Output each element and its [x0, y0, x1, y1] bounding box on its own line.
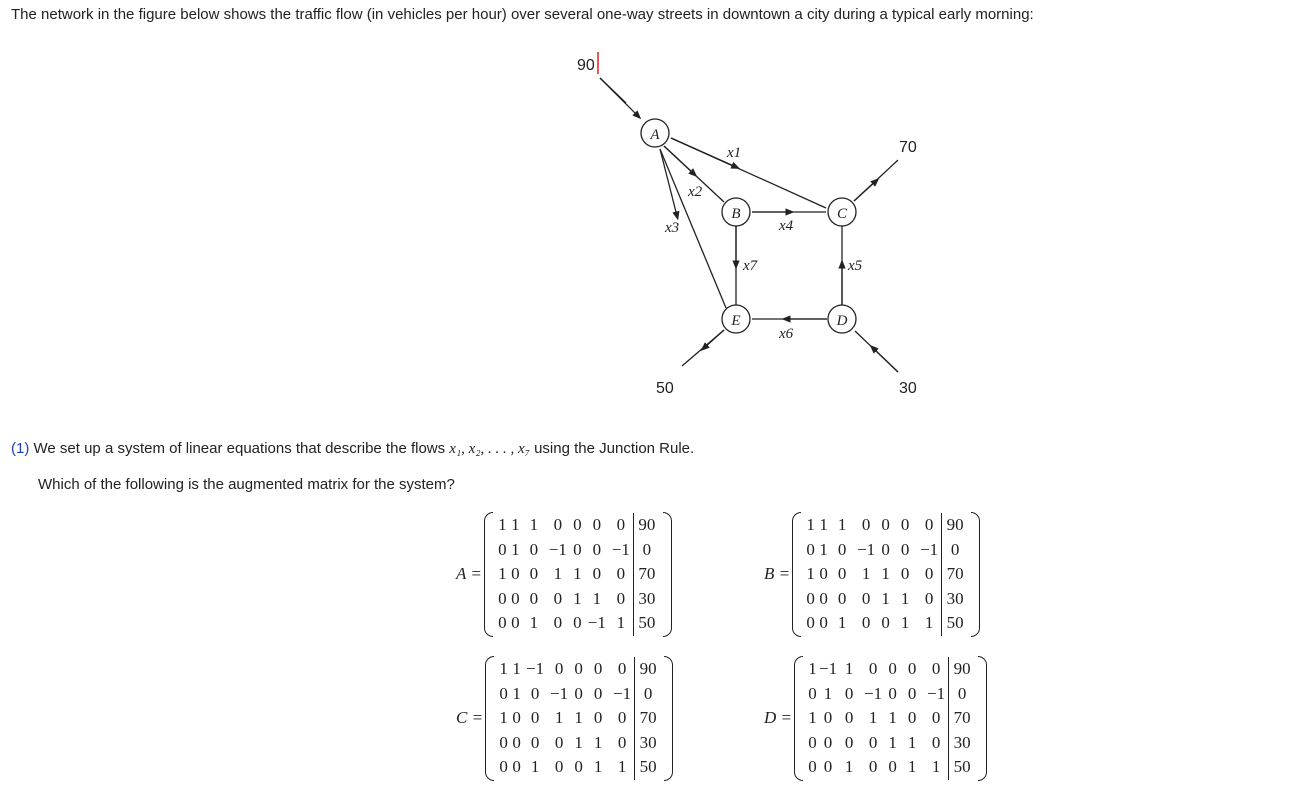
matrix-cell: 1 — [888, 708, 897, 728]
matrix-cell: 0 — [924, 657, 949, 682]
matrix-cell: 0 — [844, 683, 854, 703]
matrix-cell: 0 — [808, 757, 817, 777]
matrix-cell: 1 — [511, 515, 520, 535]
matrix-cell: −1 — [550, 683, 569, 703]
matrix-cell: 0 — [900, 515, 910, 535]
matrix-cell: 0 — [592, 539, 602, 559]
matrix-rhs-cell: 30 — [946, 588, 964, 608]
matrix-cell: 0 — [888, 757, 897, 777]
matrix-row — [496, 611, 660, 636]
matrix-cell: 0 — [553, 588, 563, 608]
matrix-cell: 0 — [530, 732, 540, 752]
matrix-row — [497, 682, 661, 707]
matrix-cell: 0 — [819, 588, 828, 608]
matrix-row — [806, 755, 975, 780]
option-matrix-a[interactable] — [456, 512, 672, 637]
matrix-cell: 0 — [881, 613, 890, 633]
matrix-row — [806, 657, 975, 682]
matrix-cell: 1 — [808, 659, 817, 679]
matrix-cell: 0 — [888, 659, 897, 679]
matrix-cell: 0 — [499, 732, 508, 752]
matrix-cell: −1 — [587, 613, 606, 633]
matrix-row — [804, 611, 968, 636]
matrix-rhs-cell: 0 — [957, 683, 967, 703]
matrix-cell: −1 — [526, 659, 545, 679]
matrix-row — [497, 657, 661, 682]
matrix-cell: 0 — [529, 564, 539, 584]
matrix-cell: 0 — [553, 613, 563, 633]
matrix-cell: 0 — [512, 732, 521, 752]
matrix-cell: 1 — [554, 708, 564, 728]
matrix-cell: 0 — [881, 539, 890, 559]
node-d — [828, 305, 856, 333]
matrix-cell: 1 — [806, 564, 815, 584]
svg-text:B: B — [731, 206, 741, 222]
matrix-cell: 0 — [573, 539, 582, 559]
matrix-cell: 1 — [868, 708, 878, 728]
question-text-before: We set up a system of linear equations that describe the flows — [33, 440, 446, 457]
matrix-cell: 0 — [574, 757, 583, 777]
matrix-row — [496, 513, 660, 538]
matrix-cell: 0 — [917, 513, 942, 538]
matrix-cell: 0 — [837, 539, 847, 559]
matrix-cell: 1 — [881, 564, 890, 584]
matrix-rhs-cell: 70 — [953, 708, 971, 728]
matrix-label: C = — [456, 708, 484, 728]
svg-text:E: E — [731, 313, 741, 329]
matrix-cell: 0 — [610, 706, 635, 731]
matrix-cell: 1 — [530, 757, 540, 777]
matrix-cell: 0 — [609, 513, 634, 538]
matrix-row — [804, 513, 968, 538]
matrix-cell: 1 — [573, 564, 582, 584]
matrix-cell: 1 — [844, 659, 854, 679]
question-text-after: using the Junction Rule. — [534, 440, 695, 457]
matrix-cell: 0 — [529, 539, 539, 559]
matrix-cell: 1 — [499, 659, 508, 679]
matrix-cell: 0 — [806, 613, 815, 633]
matrix-cell: 0 — [530, 708, 540, 728]
matrix-cell: 0 — [868, 732, 878, 752]
matrix-cell: 0 — [808, 732, 817, 752]
matrix-row — [496, 587, 660, 612]
matrix-cell: 0 — [554, 757, 564, 777]
label-x7: x7 — [743, 258, 758, 274]
question-number: (1) — [11, 440, 30, 457]
matrix-cell: 1 — [907, 757, 917, 777]
matrix-cell: 0 — [924, 706, 949, 731]
matrix-cell: 1 — [498, 515, 507, 535]
node-c — [828, 198, 856, 226]
matrix-cell: 1 — [808, 708, 817, 728]
matrix-table — [497, 657, 661, 780]
matrix-rhs-cell: 90 — [638, 515, 656, 535]
matrix-cell: 0 — [610, 731, 635, 756]
matrix-row — [804, 538, 968, 563]
matrix-rhs-cell: 70 — [638, 564, 656, 584]
matrix-cell: 1 — [924, 755, 949, 780]
svg-text:D: D — [836, 313, 848, 329]
matrix-cell: 0 — [861, 588, 871, 608]
matrix-label: A = — [456, 564, 482, 584]
node-a — [641, 119, 669, 147]
matrix-cell: 0 — [900, 539, 910, 559]
matrix-row — [496, 538, 660, 563]
matrix-cell: 1 — [917, 611, 942, 636]
matrix-table — [804, 513, 968, 636]
matrix-cell: 1 — [881, 588, 890, 608]
matrix-cell: 1 — [529, 613, 539, 633]
matrix-cell: −1 — [548, 539, 567, 559]
matrix-cell: 1 — [823, 683, 833, 703]
svg-text:C: C — [836, 206, 848, 222]
matrix-cell: 0 — [530, 683, 540, 703]
matrix-cell: 0 — [511, 564, 520, 584]
matrix-cell: 0 — [844, 732, 854, 752]
matrix-row — [497, 731, 661, 756]
matrix-row — [804, 587, 968, 612]
svg-text:A: A — [650, 127, 660, 143]
matrix-cell: 1 — [819, 515, 828, 535]
matrix-cell: 0 — [574, 659, 583, 679]
matrix-row — [804, 562, 968, 587]
matrix-cell: 0 — [924, 731, 949, 756]
matrix-cell: 0 — [498, 613, 507, 633]
matrix-cell: 0 — [512, 757, 521, 777]
matrix-label: B = — [764, 564, 791, 584]
matrix-row — [497, 755, 661, 780]
matrix-cell: 1 — [511, 539, 520, 559]
matrix-cell: 0 — [837, 588, 847, 608]
matrix-rhs-cell: 70 — [946, 564, 964, 584]
matrix-cell: 0 — [861, 515, 871, 535]
matrix-cell: 0 — [498, 539, 507, 559]
matrix-cell: 0 — [823, 732, 833, 752]
matrix-rhs-cell: 30 — [953, 732, 971, 752]
matrix-rhs-cell: 50 — [638, 613, 656, 633]
matrix-rhs-cell: 30 — [638, 588, 656, 608]
matrix-cell: 0 — [868, 757, 878, 777]
matrix-rhs-cell: 70 — [639, 708, 657, 728]
matrix-cell: 0 — [593, 683, 603, 703]
matrix-cell: 0 — [499, 757, 508, 777]
matrix-cell: 0 — [917, 587, 942, 612]
matrix-row — [806, 706, 975, 731]
matrix-cell: 1 — [819, 539, 828, 559]
matrix-cell: 1 — [861, 564, 871, 584]
option-matrix-c[interactable] — [456, 656, 673, 781]
question-text — [11, 439, 694, 459]
matrix-cell: 1 — [573, 588, 582, 608]
matrix-cell: 0 — [609, 587, 634, 612]
matrix-rhs-cell: 0 — [950, 539, 960, 559]
matrix-cell: 1 — [593, 732, 603, 752]
matrix-cell: 1 — [529, 515, 539, 535]
matrix-table — [806, 657, 975, 780]
matrix-cell: 0 — [819, 564, 828, 584]
matrix-cell: 0 — [573, 613, 582, 633]
matrix-cell: 0 — [806, 539, 815, 559]
matrix-rhs-cell: 50 — [953, 757, 971, 777]
matrix-cell: 1 — [844, 757, 854, 777]
label-x1: x1 — [727, 145, 742, 161]
question-math: x₁, x₂, . . . , x₇ — [449, 441, 530, 457]
matrix-cell: 0 — [907, 683, 917, 703]
matrix-cell: 1 — [806, 515, 815, 535]
matrix-cell: 0 — [554, 659, 564, 679]
matrix-rhs-cell: 0 — [642, 539, 652, 559]
label-x2: x2 — [688, 184, 703, 200]
matrix-cell: 1 — [593, 757, 603, 777]
matrix-cell: 0 — [907, 708, 917, 728]
matrix-rhs-cell: 90 — [946, 515, 964, 535]
matrix-cell: 0 — [907, 659, 917, 679]
matrix-cell: 0 — [868, 659, 878, 679]
matrix-cell: 0 — [498, 588, 507, 608]
matrix-cell: 0 — [900, 564, 910, 584]
matrix-rhs-cell: 0 — [643, 683, 653, 703]
matrix-cell: 0 — [592, 515, 602, 535]
matrix-cell: 1 — [553, 564, 563, 584]
node-b — [722, 198, 750, 226]
flow-30: 30 — [899, 380, 917, 397]
matrix-row — [496, 562, 660, 587]
matrix-cell: 0 — [609, 562, 634, 587]
flow-90: 90 — [577, 57, 595, 74]
flow-50: 50 — [656, 380, 674, 397]
matrix-cell: 0 — [593, 708, 603, 728]
matrix-cell: 0 — [529, 588, 539, 608]
matrix-cell: 0 — [823, 708, 833, 728]
matrix-rhs-cell: 90 — [639, 659, 657, 679]
node-e — [722, 305, 750, 333]
matrix-cell: 1 — [499, 708, 508, 728]
matrix-cell: 1 — [900, 588, 910, 608]
matrix-cell: 0 — [888, 683, 897, 703]
matrix-cell: 1 — [907, 732, 917, 752]
matrix-cell: −1 — [864, 683, 883, 703]
matrix-cell: −1 — [819, 659, 838, 679]
flow-70: 70 — [899, 139, 917, 156]
matrix-cell: 0 — [806, 588, 815, 608]
matrix-cell: 0 — [593, 659, 603, 679]
matrix-cell: 1 — [498, 564, 507, 584]
matrix-cell: 1 — [592, 588, 602, 608]
matrix-cell: 0 — [881, 515, 890, 535]
matrix-cell: 0 — [574, 683, 583, 703]
option-matrix-b[interactable] — [764, 512, 980, 637]
question-prompt: Which of the following is the augmented matrix for the system? — [38, 476, 455, 493]
label-x4: x4 — [779, 218, 794, 234]
matrix-cell: −1 — [924, 682, 949, 707]
matrix-cell: 0 — [553, 515, 563, 535]
matrix-row — [806, 731, 975, 756]
matrix-cell: 0 — [808, 683, 817, 703]
matrix-cell: 0 — [499, 683, 508, 703]
matrix-row — [497, 706, 661, 731]
matrix-cell: 1 — [609, 611, 634, 636]
matrix-rhs-cell: 50 — [639, 757, 657, 777]
matrix-cell: 0 — [511, 588, 520, 608]
matrix-cell: 0 — [573, 515, 582, 535]
label-x6: x6 — [779, 326, 794, 342]
matrix-cell: 0 — [917, 562, 942, 587]
matrix-cell: 1 — [512, 659, 521, 679]
matrix-cell: 0 — [861, 613, 871, 633]
matrix-cell: 0 — [610, 657, 635, 682]
matrix-cell: 0 — [554, 732, 564, 752]
matrix-label: D = — [764, 708, 792, 728]
matrix-rhs-cell: 50 — [946, 613, 964, 633]
matrix-cell: 0 — [844, 708, 854, 728]
matrix-cell: 0 — [511, 613, 520, 633]
label-x3: x3 — [665, 220, 680, 236]
matrix-cell: 0 — [592, 564, 602, 584]
matrix-table — [496, 513, 660, 636]
matrix-cell: 0 — [819, 613, 828, 633]
matrix-cell: −1 — [609, 538, 634, 563]
matrix-cell: 0 — [823, 757, 833, 777]
matrix-cell: −1 — [857, 539, 876, 559]
matrix-cell: 1 — [837, 613, 847, 633]
matrix-rhs-cell: 90 — [953, 659, 971, 679]
matrix-cell: 1 — [837, 515, 847, 535]
matrix-cell: 0 — [512, 708, 521, 728]
matrix-row — [806, 682, 975, 707]
matrix-cell: −1 — [610, 682, 635, 707]
matrix-cell: 1 — [574, 708, 583, 728]
option-matrix-d[interactable] — [764, 656, 987, 781]
problem-intro: The network in the figure below shows the traffic flow (in vehicles per hour) over several one-way streets in downtown a city during a typical early morning: — [11, 6, 1034, 23]
matrix-cell: 1 — [900, 613, 910, 633]
matrix-cell: 1 — [574, 732, 583, 752]
matrix-cell: 0 — [837, 564, 847, 584]
matrix-cell: 1 — [888, 732, 897, 752]
matrix-cell: 1 — [512, 683, 521, 703]
matrix-cell: 1 — [610, 755, 635, 780]
matrix-cell: −1 — [917, 538, 942, 563]
label-x5: x5 — [848, 258, 863, 274]
matrix-rhs-cell: 30 — [639, 732, 657, 752]
